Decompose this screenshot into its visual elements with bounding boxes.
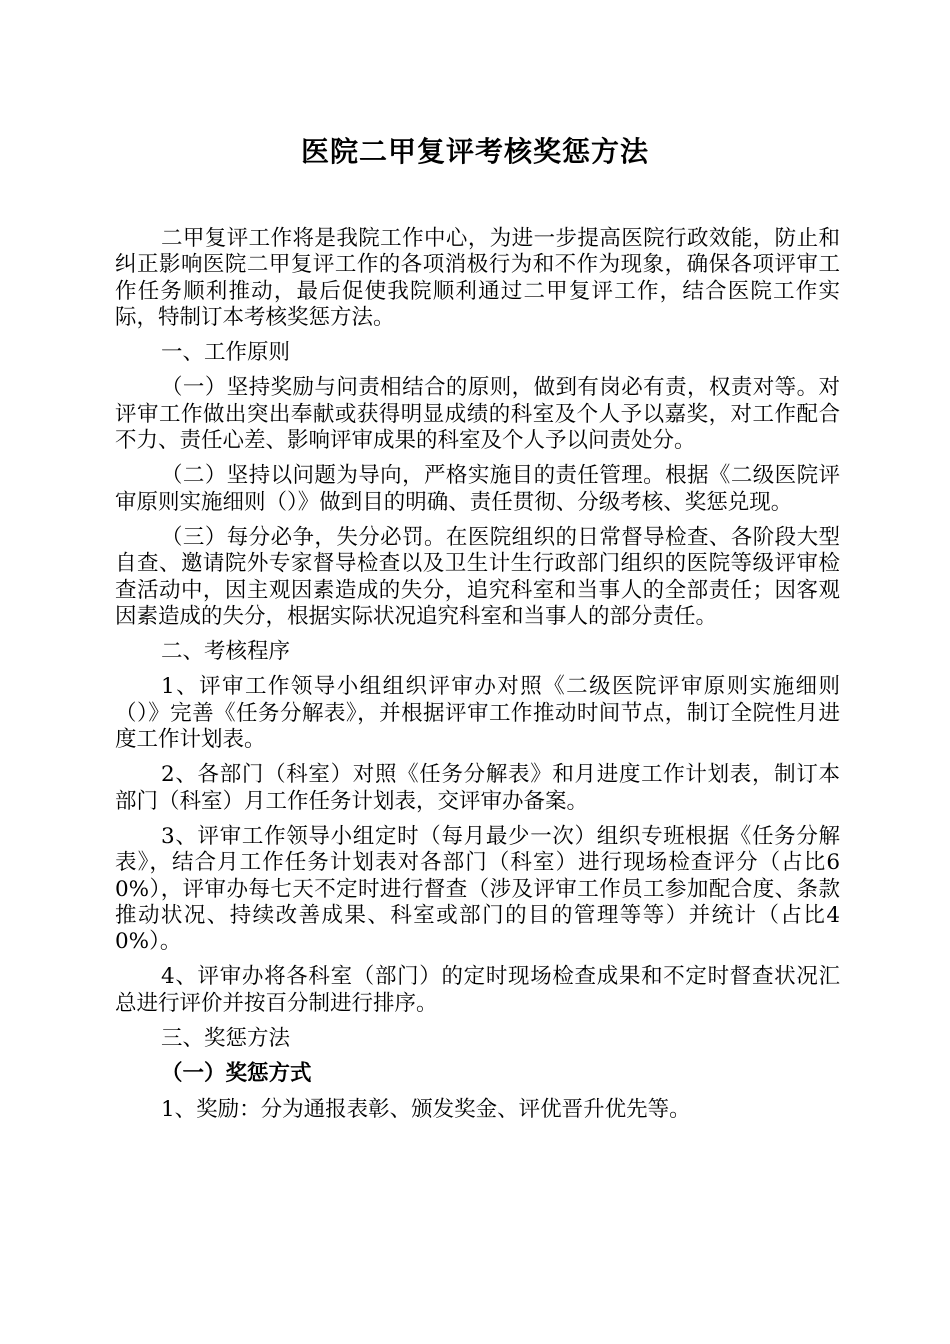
principle-paragraph-2: （二）坚持以问题为导向，严格实施目的责任管理。根据《二级医院评审原则实施细则（）》做到目的明确、责任贯彻、分级考核、奖惩兑现。 xyxy=(115,463,840,515)
document-body xyxy=(115,226,840,1132)
document-title: 医院二甲复评考核奖惩方法 xyxy=(300,135,649,168)
intro-paragraph: 二甲复评工作将是我院工作中心，为进一步提高医院行政效能，防止和纠正影响医院二甲复评工作的各项消极行为和不作为现象，确保各项评审工作任务顺利推动，最后促使我院顺利通过二甲复评工作，结合医院工作实际，特制订本考核奖惩方法。 xyxy=(115,226,840,330)
procedure-paragraph-1: 1、评审工作领导小组组织评审办对照《二级医院评审原则实施细则（）》完善《任务分解表》，并根据评审工作推动时间节点，制订全院性月进度工作计划表。 xyxy=(115,674,840,753)
procedure-paragraph-2: 2、各部门（科室）对照《任务分解表》和月进度工作计划表，制订本部门（科室）月工作任务计划表，交评审办备案。 xyxy=(115,762,840,814)
procedure-paragraph-4: 4、评审办将各科室（部门）的定时现场检查成果和不定时督查状况汇总进行评价并按百分制进行排序。 xyxy=(115,964,840,1016)
section-heading-principles: 一、工作原则 xyxy=(161,340,291,366)
reward-paragraph-1: 1、奖励：分为通报表彰、颁发奖金、评优晋升优先等。 xyxy=(161,1096,691,1122)
principle-paragraph-1: （一）坚持奖励与问责相结合的原则，做到有岗必有责，权责对等。对评审工作做出突出奉献或获得明显成绩的科室及个人予以嘉奖，对工作配合不力、责任心差、影响评审成果的科室及个人予以问责处分。 xyxy=(115,375,840,454)
procedure-paragraph-3: 3、评审工作领导小组定时（每月最少一次）组织专班根据《任务分解表》，结合月工作任务计划表对各部门（科室）进行现场检查评分（占比60%），评审办每七天不定时进行督查（涉及评审工作员工参加配合度、条款推动状况、持续改善成果、科室或部门的目的管理等等）并统计（占比40%）。 xyxy=(115,823,840,955)
subsection-heading-methods: （一）奖惩方式 xyxy=(161,1061,312,1087)
principle-paragraph-3: （三）每分必争，失分必罚。在医院组织的日常督导检查、各阶段大型自查、邀请院外专家督导检查以及卫生计生行政部门组织的医院等级评审检查活动中，因主观因素造成的失分，追究科室和当事人的全部责任；因客观因素造成的失分，根据实际状况追究科室和当事人的部分责任。 xyxy=(115,524,840,629)
section-heading-rewards: 三、奖惩方法 xyxy=(161,1026,291,1052)
section-heading-procedure: 二、考核程序 xyxy=(161,639,291,665)
